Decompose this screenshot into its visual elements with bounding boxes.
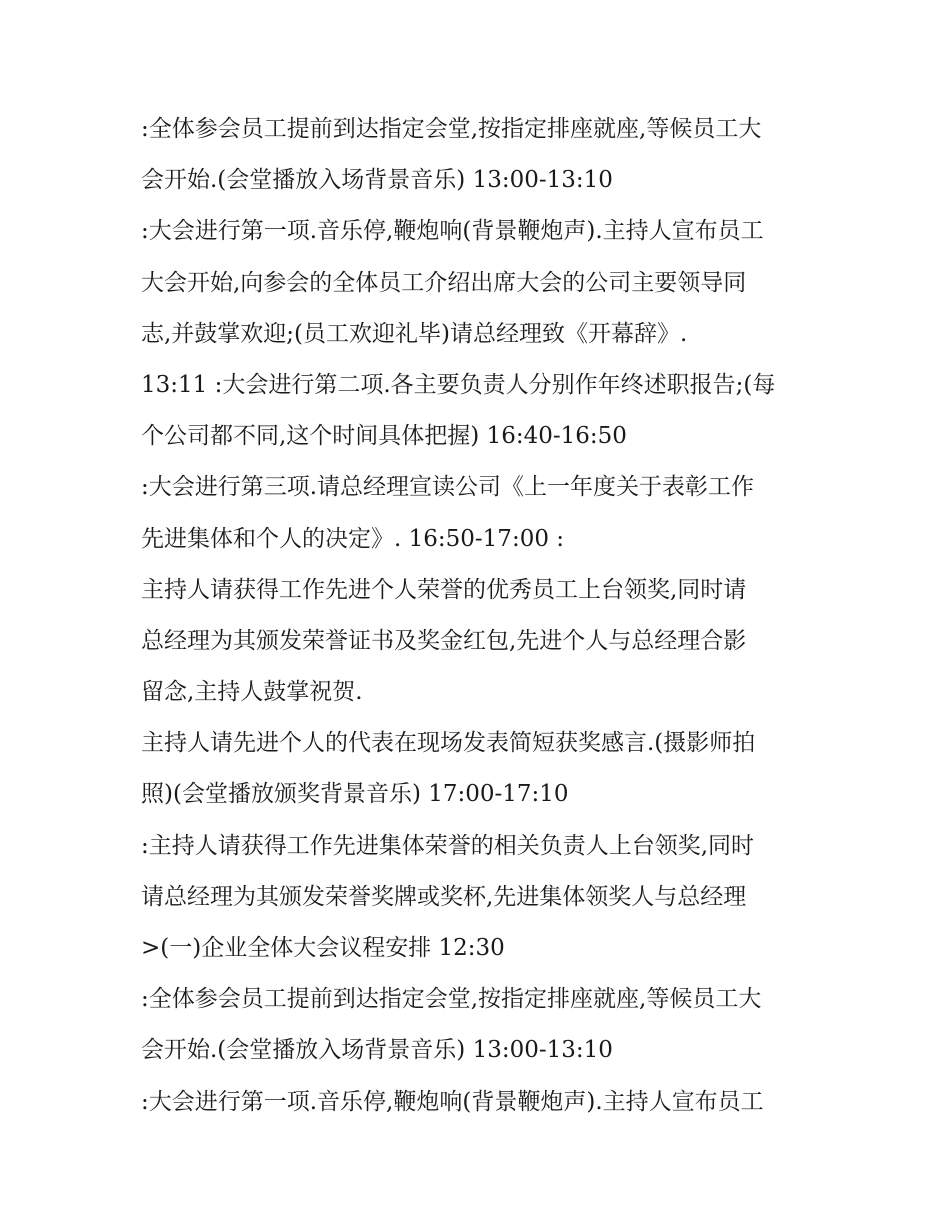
text-line: 先进集体和个人的决定》. 16:50-17:00 : — [141, 525, 565, 552]
text-line: :大会进行第一项.音乐停,鞭炮响(背景鞭炮声).主持人宣布员工 — [141, 1088, 764, 1115]
text-line: 总经理为其颁发荣誉证书及奖金红包,先进个人与总经理合影 — [141, 627, 747, 654]
text-line: 个公司都不同,这个时间具体把握) 16:40-16:50 — [141, 423, 627, 450]
text-line: :主持人请获得工作先进集体荣誉的相关负责人上台领奖,同时 — [141, 832, 755, 859]
text-line: 主持人请先进个人的代表在现场发表简短获奖感言.(摄影师拍 — [141, 730, 756, 757]
text-line: :全体参会员工提前到达指定会堂,按指定排座就座,等候员工大 — [141, 116, 762, 142]
text-line: 大会开始,向参会的全体员工介绍出席大会的公司主要领导同 — [141, 269, 747, 296]
text-line: 会开始.(会堂播放入场背景音乐) 13:00-13:10 — [141, 1037, 613, 1064]
document-body — [141, 104, 811, 1128]
text-line: 请总经理为其颁发荣誉奖牌或奖杯,先进集体领奖人与总经理 — [141, 883, 747, 910]
text-line: :大会进行第三项.请总经理宣读公司《上一年度关于表彰工作 — [141, 474, 755, 501]
text-line: >(一)企业全体大会议程安排 12:30 — [141, 935, 505, 961]
text-line: 会开始.(会堂播放入场背景音乐) 13:00-13:10 — [141, 167, 613, 194]
text-line: :大会进行第一项.音乐停,鞭炮响(背景鞭炮声).主持人宣布员工 — [141, 218, 764, 245]
text-line: 留念,主持人鼓掌祝贺. — [141, 679, 363, 706]
text-line: 照)(会堂播放颁奖背景音乐) 17:00-17:10 — [141, 781, 569, 808]
text-line: 志,并鼓掌欢迎;(员工欢迎礼毕)请总经理致《开幕辞》. — [141, 320, 688, 347]
text-line: :全体参会员工提前到达指定会堂,按指定排座就座,等候员工大 — [141, 986, 762, 1013]
text-line: 13:11 :大会进行第二项.各主要负责人分别作年终述职报告;(每 — [141, 371, 776, 398]
text-line: 主持人请获得工作先进个人荣誉的优秀员工上台领奖,同时请 — [141, 576, 747, 603]
